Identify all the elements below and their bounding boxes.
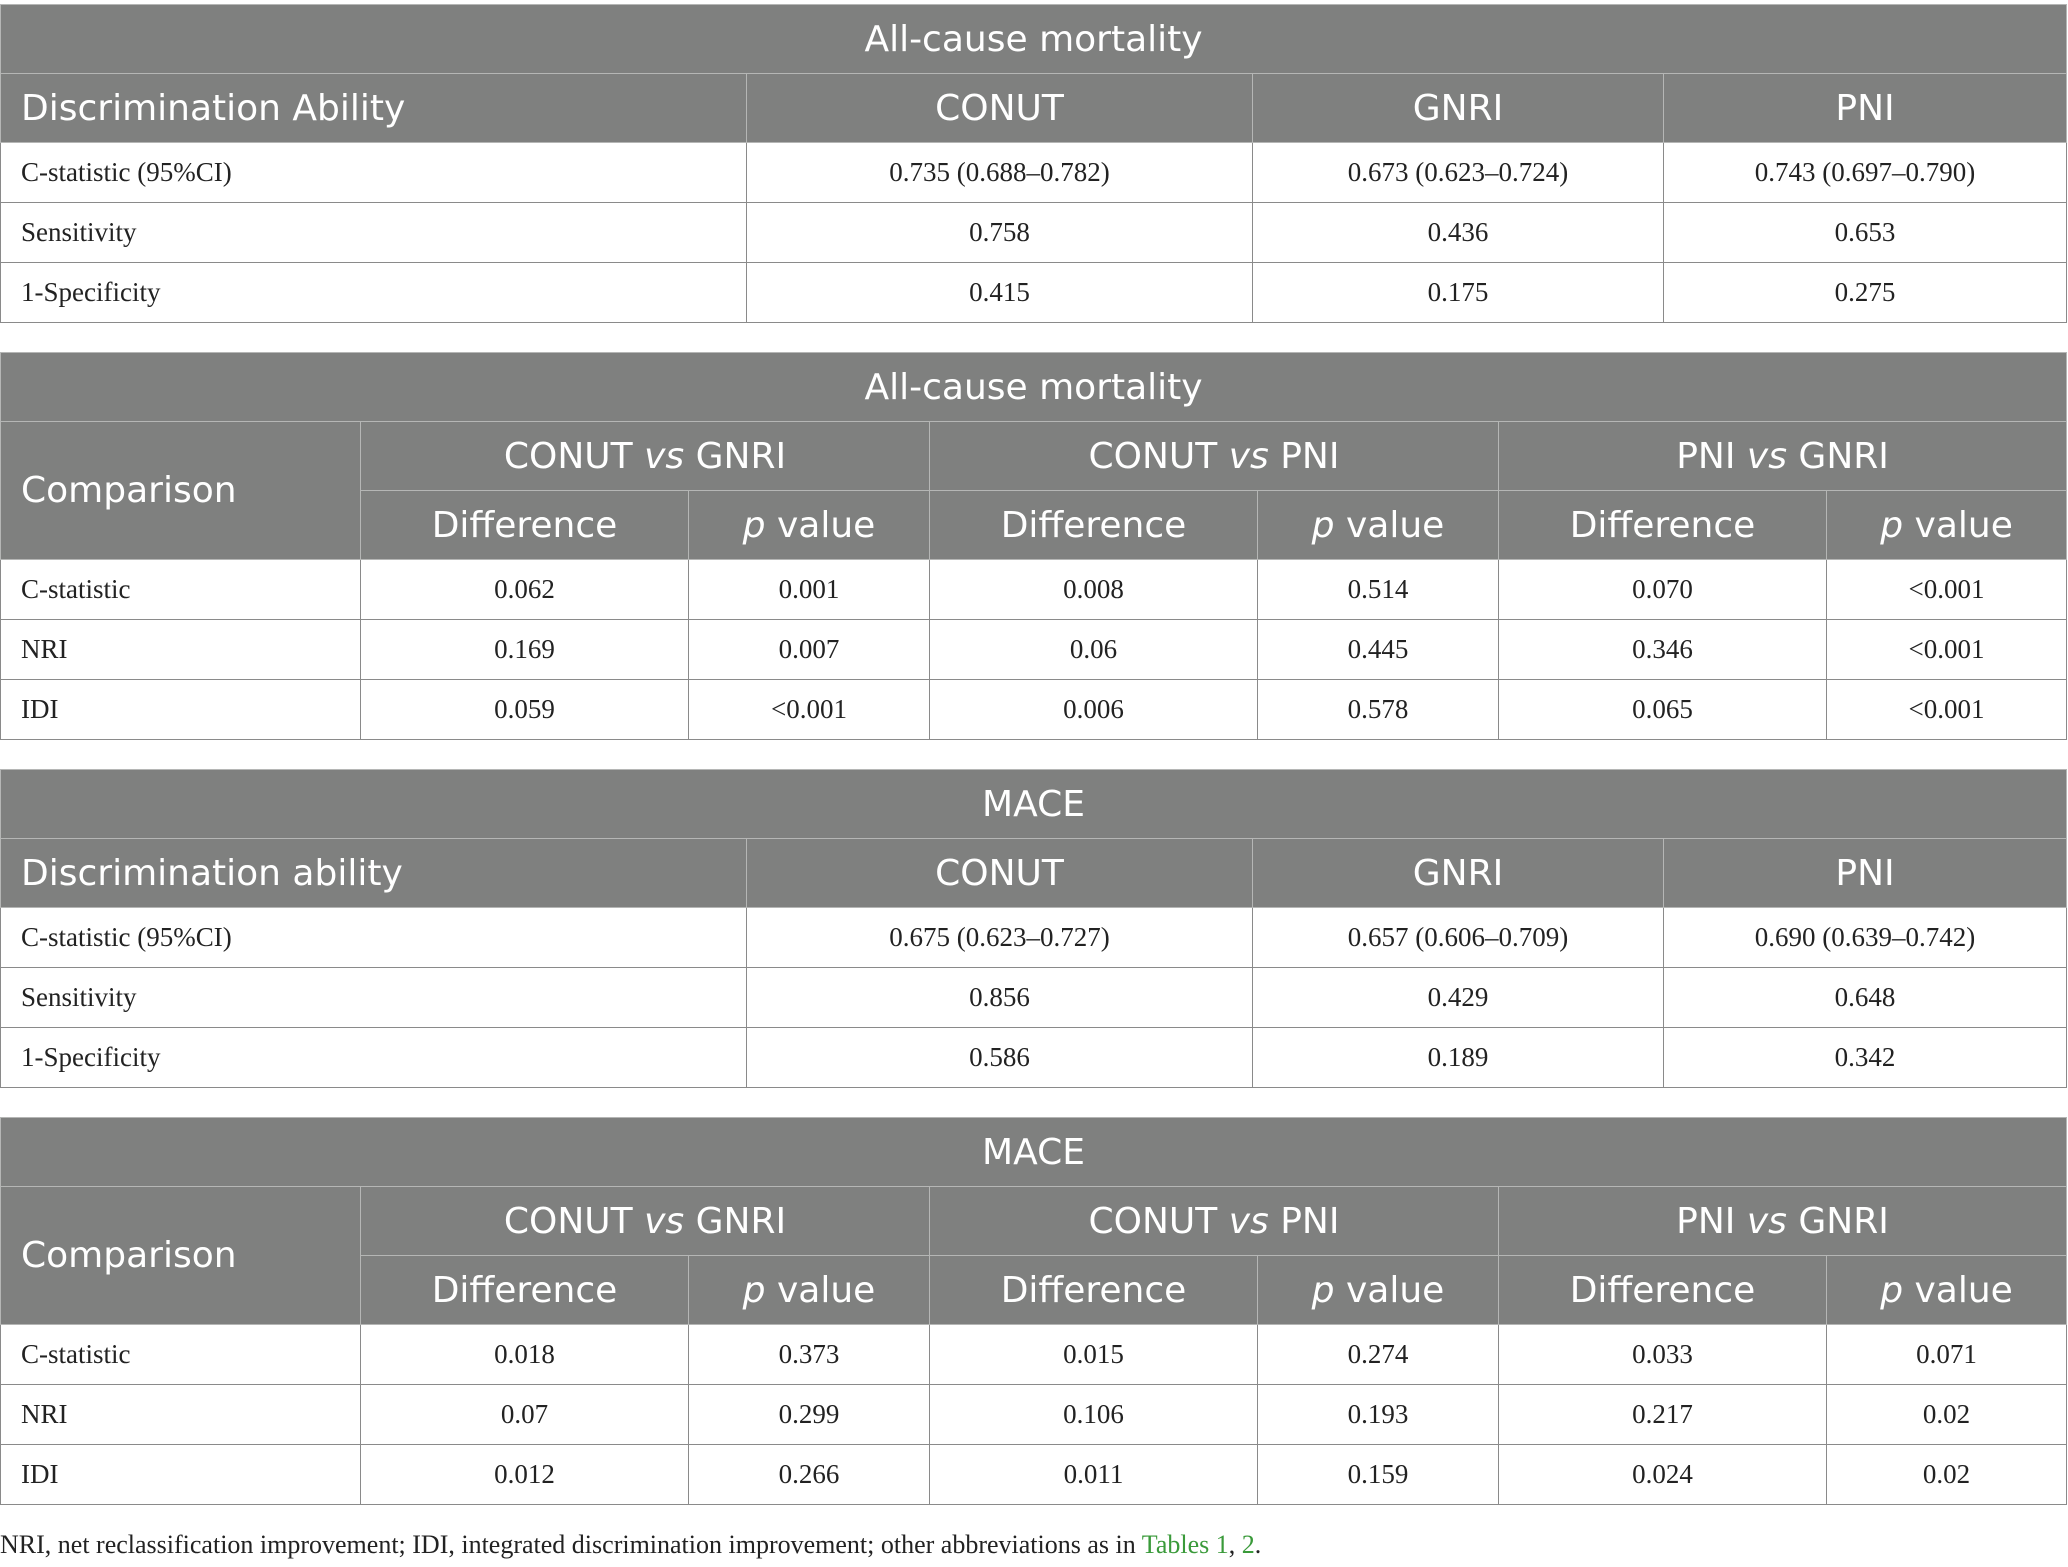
cell: 0.012	[361, 1445, 689, 1505]
footnote-separator: ,	[1228, 1530, 1242, 1559]
cell: 0.657 (0.606–0.709)	[1253, 908, 1664, 968]
sub-header-p-value: p value	[689, 1256, 930, 1325]
table-row	[1, 968, 2067, 1028]
sub-header-p-value: p value	[1827, 491, 2067, 560]
cell: 0.159	[1258, 1445, 1499, 1505]
footnote-end: .	[1254, 1530, 1262, 1559]
column-header: GNRI	[1253, 74, 1664, 143]
cell: 0.02	[1827, 1445, 2067, 1505]
cell: 0.445	[1258, 620, 1499, 680]
mace-comparison-table	[0, 1117, 2067, 1505]
cell: 0.189	[1253, 1028, 1664, 1088]
table-title: MACE	[1, 770, 2067, 839]
cell: 0.436	[1253, 203, 1664, 263]
all-cause-discrimination-table	[0, 4, 2067, 323]
cell: 0.578	[1258, 680, 1499, 740]
row-label: 1-Specificity	[1, 1028, 747, 1088]
table-row	[1, 263, 2067, 323]
row-label: IDI	[1, 1445, 361, 1505]
group-header: CONUT vs GNRI	[361, 422, 930, 491]
group-header: CONUT vs PNI	[930, 422, 1499, 491]
cell: 0.735 (0.688–0.782)	[747, 143, 1253, 203]
row-label: C-statistic (95%CI)	[1, 143, 747, 203]
table-row	[1, 143, 2067, 203]
cell: 0.415	[747, 263, 1253, 323]
sub-header-p-value: p value	[689, 491, 930, 560]
column-header: CONUT	[747, 839, 1253, 908]
cell: 0.008	[930, 560, 1258, 620]
cell: 0.006	[930, 680, 1258, 740]
cell: 0.02	[1827, 1385, 2067, 1445]
cell: 0.673 (0.623–0.724)	[1253, 143, 1664, 203]
tables-1-link[interactable]: Tables 1	[1141, 1530, 1229, 1559]
cell: 0.586	[747, 1028, 1253, 1088]
all-cause-comparison-table	[0, 352, 2067, 740]
column-header: GNRI	[1253, 839, 1664, 908]
header-label: Discrimination ability	[1, 839, 747, 908]
mace-discrimination-table	[0, 769, 2067, 1088]
row-label: Sensitivity	[1, 968, 747, 1028]
cell: 0.07	[361, 1385, 689, 1445]
cell: 0.062	[361, 560, 689, 620]
cell: 0.015	[930, 1325, 1258, 1385]
cell: 0.071	[1827, 1325, 2067, 1385]
row-label: NRI	[1, 1385, 361, 1445]
cell: 0.011	[930, 1445, 1258, 1505]
cell: 0.106	[930, 1385, 1258, 1445]
sub-header-p-value: p value	[1827, 1256, 2067, 1325]
cell: 0.274	[1258, 1325, 1499, 1385]
column-header: PNI	[1664, 839, 2067, 908]
sub-header-difference: Difference	[930, 1256, 1258, 1325]
cell: 0.342	[1664, 1028, 2067, 1088]
group-header: CONUT vs PNI	[930, 1187, 1499, 1256]
table-2-link[interactable]: 2	[1241, 1530, 1255, 1559]
row-label: IDI	[1, 680, 361, 740]
group-header: PNI vs GNRI	[1499, 422, 2067, 491]
table-row	[1, 560, 2067, 620]
sub-header-p-value: p value	[1258, 491, 1499, 560]
row-label: NRI	[1, 620, 361, 680]
header-label: Comparison	[1, 422, 361, 560]
cell: 0.018	[361, 1325, 689, 1385]
cell: 0.856	[747, 968, 1253, 1028]
cell: 0.758	[747, 203, 1253, 263]
group-header: CONUT vs GNRI	[361, 1187, 930, 1256]
table-row	[1, 620, 2067, 680]
column-header: CONUT	[747, 74, 1253, 143]
sub-header-difference: Difference	[930, 491, 1258, 560]
cell: 0.266	[689, 1445, 930, 1505]
table-row	[1, 1028, 2067, 1088]
cell: <0.001	[1827, 620, 2067, 680]
cell: 0.373	[689, 1325, 930, 1385]
cell: 0.024	[1499, 1445, 1827, 1505]
cell: 0.06	[930, 620, 1258, 680]
sub-header-p-value: p value	[1258, 1256, 1499, 1325]
row-label: C-statistic	[1, 560, 361, 620]
row-label: C-statistic	[1, 1325, 361, 1385]
table-footnote	[0, 1530, 1261, 1560]
table-title: All-cause mortality	[1, 5, 2067, 74]
cell: 0.001	[689, 560, 930, 620]
cell: 0.193	[1258, 1385, 1499, 1445]
sub-header-difference: Difference	[361, 1256, 689, 1325]
cell: 0.007	[689, 620, 930, 680]
cell: 0.743 (0.697–0.790)	[1664, 143, 2067, 203]
cell: 0.275	[1664, 263, 2067, 323]
header-label: Comparison	[1, 1187, 361, 1325]
cell: 0.033	[1499, 1325, 1827, 1385]
cell: <0.001	[689, 680, 930, 740]
cell: <0.001	[1827, 680, 2067, 740]
cell: 0.675 (0.623–0.727)	[747, 908, 1253, 968]
sub-header-difference: Difference	[1499, 1256, 1827, 1325]
table-title: MACE	[1, 1118, 2067, 1187]
sub-header-difference: Difference	[361, 491, 689, 560]
cell: 0.070	[1499, 560, 1827, 620]
cell: 0.065	[1499, 680, 1827, 740]
cell: 0.059	[361, 680, 689, 740]
table-row	[1, 1325, 2067, 1385]
table-title: All-cause mortality	[1, 353, 2067, 422]
cell: 0.690 (0.639–0.742)	[1664, 908, 2067, 968]
cell: 0.648	[1664, 968, 2067, 1028]
row-label: 1-Specificity	[1, 263, 747, 323]
header-label: Discrimination Ability	[1, 74, 747, 143]
cell: 0.217	[1499, 1385, 1827, 1445]
sub-header-difference: Difference	[1499, 491, 1827, 560]
row-label: Sensitivity	[1, 203, 747, 263]
cell: <0.001	[1827, 560, 2067, 620]
row-label: C-statistic (95%CI)	[1, 908, 747, 968]
table-row	[1, 203, 2067, 263]
cell: 0.169	[361, 620, 689, 680]
cell: 0.299	[689, 1385, 930, 1445]
cell: 0.653	[1664, 203, 2067, 263]
cell: 0.429	[1253, 968, 1664, 1028]
cell: 0.175	[1253, 263, 1664, 323]
table-row	[1, 908, 2067, 968]
table-row	[1, 1385, 2067, 1445]
column-header: PNI	[1664, 74, 2067, 143]
group-header: PNI vs GNRI	[1499, 1187, 2067, 1256]
table-row	[1, 680, 2067, 740]
cell: 0.346	[1499, 620, 1827, 680]
cell: 0.514	[1258, 560, 1499, 620]
footnote-text: NRI, net reclassification improvement; IDI, integrated discrimination improvement; other abbreviations as in	[0, 1530, 1142, 1559]
table-row	[1, 1445, 2067, 1505]
